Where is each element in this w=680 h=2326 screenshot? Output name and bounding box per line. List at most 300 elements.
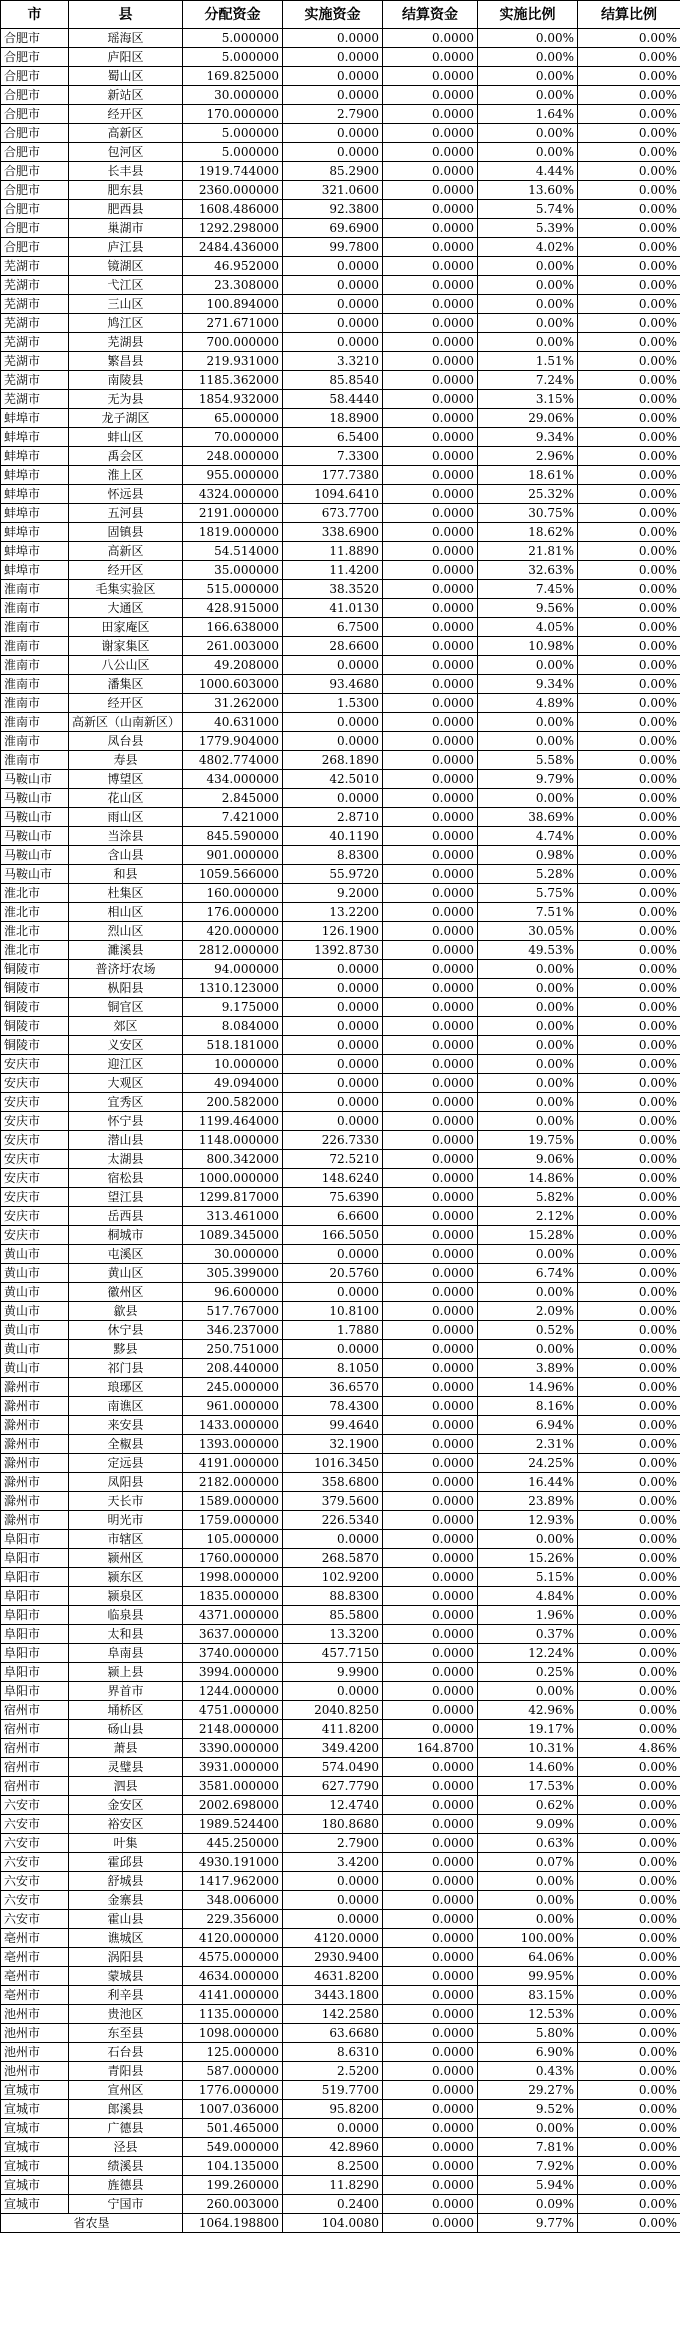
cell-settled: 0.0000 (383, 1758, 478, 1777)
cell-allocated: 30.000000 (183, 86, 283, 105)
cell-implemented: 42.8960 (283, 2138, 383, 2157)
cell-county: 涡阳县 (69, 1948, 183, 1967)
cell-impl-ratio: 7.92% (478, 2157, 578, 2176)
cell-city: 阜阳市 (1, 1625, 69, 1644)
cell-city: 阜阳市 (1, 1530, 69, 1549)
cell-settled: 0.0000 (383, 1929, 478, 1948)
cell-implemented: 0.0000 (283, 257, 383, 276)
cell-county: 谢家集区 (69, 637, 183, 656)
cell-allocated: 245.000000 (183, 1378, 283, 1397)
cell-impl-ratio: 0.00% (478, 67, 578, 86)
table-body (1, 29, 680, 2233)
cell-allocated: 1007.036000 (183, 2100, 283, 2119)
table-row (1, 694, 680, 713)
cell-settle-ratio: 0.00% (578, 523, 680, 542)
cell-city: 铜陵市 (1, 1036, 69, 1055)
cell-impl-ratio: 24.25% (478, 1454, 578, 1473)
cell-settled: 0.0000 (383, 485, 478, 504)
table-row (1, 371, 680, 390)
cell-county: 雨山区 (69, 808, 183, 827)
cell-settle-ratio: 0.00% (578, 1682, 680, 1701)
cell-settle-ratio: 0.00% (578, 2005, 680, 2024)
cell-allocated: 1089.345000 (183, 1226, 283, 1245)
cell-implemented: 2.7900 (283, 1834, 383, 1853)
cell-city: 池州市 (1, 2043, 69, 2062)
cell-settle-ratio: 0.00% (578, 1492, 680, 1511)
cell-allocated: 1199.464000 (183, 1112, 283, 1131)
cell-implemented: 0.0000 (283, 656, 383, 675)
cell-settle-ratio: 0.00% (578, 485, 680, 504)
table-row (1, 827, 680, 846)
cell-settled: 0.0000 (383, 1568, 478, 1587)
cell-impl-ratio: 0.00% (478, 1055, 578, 1074)
cell-settled: 0.0000 (383, 675, 478, 694)
cell-impl-ratio: 5.75% (478, 884, 578, 903)
cell-allocated: 4371.000000 (183, 1606, 283, 1625)
cell-implemented: 88.8300 (283, 1587, 383, 1606)
cell-settle-ratio: 0.00% (578, 1910, 680, 1929)
cell-impl-ratio: 0.00% (478, 124, 578, 143)
cell-implemented: 55.9720 (283, 865, 383, 884)
table-row (1, 998, 680, 1017)
cell-implemented: 3.4200 (283, 1853, 383, 1872)
cell-settle-ratio: 0.00% (578, 1777, 680, 1796)
table-row (1, 618, 680, 637)
cell-settled: 0.0000 (383, 333, 478, 352)
cell-impl-ratio: 0.00% (478, 998, 578, 1017)
cell-implemented: 28.6600 (283, 637, 383, 656)
cell-settle-ratio: 0.00% (578, 1568, 680, 1587)
cell-impl-ratio: 14.86% (478, 1169, 578, 1188)
cell-city: 淮北市 (1, 884, 69, 903)
cell-impl-ratio: 9.34% (478, 428, 578, 447)
cell-city: 蚌埠市 (1, 428, 69, 447)
cell-impl-ratio: 42.96% (478, 1701, 578, 1720)
cell-city: 滁州市 (1, 1397, 69, 1416)
cell-impl-ratio: 100.00% (478, 1929, 578, 1948)
cell-implemented: 321.0600 (283, 181, 383, 200)
cell-allocated: 2182.000000 (183, 1473, 283, 1492)
cell-city: 滁州市 (1, 1416, 69, 1435)
cell-county: 黄山区 (69, 1264, 183, 1283)
cell-settled: 0.0000 (383, 276, 478, 295)
cell-impl-ratio: 0.00% (478, 979, 578, 998)
cell-county: 固镇县 (69, 523, 183, 542)
cell-settled: 0.0000 (383, 1378, 478, 1397)
cell-settled: 0.0000 (383, 960, 478, 979)
table-row (1, 2138, 680, 2157)
cell-allocated: 104.135000 (183, 2157, 283, 2176)
cell-settle-ratio: 0.00% (578, 561, 680, 580)
cell-impl-ratio: 15.26% (478, 1549, 578, 1568)
cell-impl-ratio: 0.00% (478, 314, 578, 333)
table-row (1, 732, 680, 751)
cell-impl-ratio: 2.31% (478, 1435, 578, 1454)
cell-settled: 0.0000 (383, 2157, 478, 2176)
cell-settle-ratio: 0.00% (578, 2119, 680, 2138)
cell-county: 阜南县 (69, 1644, 183, 1663)
cell-city: 滁州市 (1, 1378, 69, 1397)
cell-impl-ratio: 0.00% (478, 1682, 578, 1701)
cell-settled: 0.0000 (383, 865, 478, 884)
cell-settled: 0.0000 (383, 751, 478, 770)
cell-city: 铜陵市 (1, 1017, 69, 1036)
cell-allocated: 348.006000 (183, 1891, 283, 1910)
cell-impl-ratio: 0.00% (478, 333, 578, 352)
table-row (1, 941, 680, 960)
cell-settle-ratio: 0.00% (578, 1131, 680, 1150)
cell-impl-ratio: 2.12% (478, 1207, 578, 1226)
cell-settled: 0.0000 (383, 1910, 478, 1929)
header-allocated-funds: 分配资金 (183, 1, 283, 29)
cell-settled: 0.0000 (383, 656, 478, 675)
cell-city: 亳州市 (1, 1948, 69, 1967)
cell-impl-ratio: 8.16% (478, 1397, 578, 1416)
cell-allocated: 65.000000 (183, 409, 283, 428)
cell-allocated: 200.582000 (183, 1093, 283, 1112)
cell-settled: 0.0000 (383, 979, 478, 998)
table-row (1, 979, 680, 998)
cell-impl-ratio: 18.62% (478, 523, 578, 542)
cell-impl-ratio: 0.00% (478, 86, 578, 105)
cell-allocated: 250.751000 (183, 1340, 283, 1359)
cell-allocated: 1310.123000 (183, 979, 283, 998)
cell-settle-ratio: 0.00% (578, 1891, 680, 1910)
cell-allocated: 9.175000 (183, 998, 283, 1017)
cell-settled: 0.0000 (383, 1264, 478, 1283)
cell-implemented: 41.0130 (283, 599, 383, 618)
cell-allocated: 271.671000 (183, 314, 283, 333)
cell-impl-ratio: 29.06% (478, 409, 578, 428)
cell-settled: 0.0000 (383, 1948, 478, 1967)
cell-city: 蚌埠市 (1, 485, 69, 504)
cell-impl-ratio: 5.82% (478, 1188, 578, 1207)
table-row (1, 523, 680, 542)
cell-city: 黄山市 (1, 1321, 69, 1340)
cell-implemented: 102.9200 (283, 1568, 383, 1587)
cell-implemented: 519.7700 (283, 2081, 383, 2100)
cell-implemented: 0.0000 (283, 713, 383, 732)
cell-county: 怀远县 (69, 485, 183, 504)
table-row (1, 1910, 680, 1929)
cell-allocated: 1589.000000 (183, 1492, 283, 1511)
cell-implemented: 1094.6410 (283, 485, 383, 504)
cell-settle-ratio: 0.00% (578, 884, 680, 903)
cell-settled: 0.0000 (383, 2024, 478, 2043)
cell-impl-ratio: 0.00% (478, 2119, 578, 2138)
cell-county: 黟县 (69, 1340, 183, 1359)
cell-implemented: 0.0000 (283, 314, 383, 333)
cell-implemented: 0.0000 (283, 29, 383, 48)
table-row (1, 276, 680, 295)
cell-impl-ratio: 0.52% (478, 1321, 578, 1340)
cell-settled: 0.0000 (383, 694, 478, 713)
cell-county: 琅琊区 (69, 1378, 183, 1397)
cell-allocated: 49.208000 (183, 656, 283, 675)
cell-allocated: 1433.000000 (183, 1416, 283, 1435)
cell-city: 蚌埠市 (1, 447, 69, 466)
cell-settle-ratio: 0.00% (578, 257, 680, 276)
cell-settle-ratio: 0.00% (578, 1302, 680, 1321)
cell-allocated: 105.000000 (183, 1530, 283, 1549)
cell-settle-ratio: 0.00% (578, 2062, 680, 2081)
cell-allocated: 1417.962000 (183, 1872, 283, 1891)
cell-county: 灵璧县 (69, 1758, 183, 1777)
cell-allocated: 420.000000 (183, 922, 283, 941)
cell-settle-ratio: 0.00% (578, 827, 680, 846)
cell-implemented: 6.6600 (283, 1207, 383, 1226)
table-row (1, 143, 680, 162)
table-row (1, 1644, 680, 1663)
cell-impl-ratio: 10.31% (478, 1739, 578, 1758)
header-row (1, 1, 680, 29)
cell-implemented: 226.5340 (283, 1511, 383, 1530)
cell-city: 马鞍山市 (1, 770, 69, 789)
cell-settled: 0.0000 (383, 143, 478, 162)
cell-allocated: 845.590000 (183, 827, 283, 846)
cell-implemented: 0.0000 (283, 732, 383, 751)
cell-allocated: 160.000000 (183, 884, 283, 903)
cell-city: 阜阳市 (1, 1549, 69, 1568)
cell-allocated: 445.250000 (183, 1834, 283, 1853)
cell-county: 南陵县 (69, 371, 183, 390)
cell-implemented: 99.7800 (283, 238, 383, 257)
cell-city: 黄山市 (1, 1245, 69, 1264)
cell-implemented: 226.7330 (283, 1131, 383, 1150)
table-row (1, 2062, 680, 2081)
cell-implemented: 268.1890 (283, 751, 383, 770)
cell-settle-ratio: 0.00% (578, 1283, 680, 1302)
cell-settle-ratio: 4.86% (578, 1739, 680, 1758)
table-row (1, 1416, 680, 1435)
cell-county: 金寨县 (69, 1891, 183, 1910)
cell-settled: 0.0000 (383, 314, 478, 333)
cell-settled: 0.0000 (383, 998, 478, 1017)
cell-implemented: 6.5400 (283, 428, 383, 447)
table-row (1, 1359, 680, 1378)
cell-city: 宿州市 (1, 1739, 69, 1758)
cell-county: 怀宁县 (69, 1112, 183, 1131)
cell-city: 芜湖市 (1, 295, 69, 314)
cell-implemented: 2930.9400 (283, 1948, 383, 1967)
cell-implemented: 148.6240 (283, 1169, 383, 1188)
cell-settled: 0.0000 (383, 1815, 478, 1834)
cell-impl-ratio: 29.27% (478, 2081, 578, 2100)
cell-settled: 0.0000 (383, 181, 478, 200)
table-row (1, 1112, 680, 1131)
cell-impl-ratio: 0.00% (478, 1891, 578, 1910)
cell-settled: 0.0000 (383, 2195, 478, 2214)
cell-implemented: 72.5210 (283, 1150, 383, 1169)
cell-county: 石台县 (69, 2043, 183, 2062)
cell-settle-ratio: 0.00% (578, 447, 680, 466)
cell-settle-ratio: 0.00% (578, 1872, 680, 1891)
cell-county: 宜秀区 (69, 1093, 183, 1112)
cell-implemented: 0.0000 (283, 1245, 383, 1264)
cell-allocated: 518.181000 (183, 1036, 283, 1055)
cell-allocated: 100.894000 (183, 295, 283, 314)
table-row (1, 390, 680, 409)
table-row (1, 865, 680, 884)
cell-county: 弋江区 (69, 276, 183, 295)
cell-implemented: 0.0000 (283, 1055, 383, 1074)
cell-impl-ratio: 0.00% (478, 1872, 578, 1891)
cell-county: 临泉县 (69, 1606, 183, 1625)
cell-settled: 0.0000 (383, 1872, 478, 1891)
cell-city: 蚌埠市 (1, 561, 69, 580)
cell-implemented: 9.9900 (283, 1663, 383, 1682)
cell-settle-ratio: 0.00% (578, 846, 680, 865)
cell-county: 迎江区 (69, 1055, 183, 1074)
cell-allocated: 955.000000 (183, 466, 283, 485)
cell-implemented: 0.0000 (283, 960, 383, 979)
cell-city: 芜湖市 (1, 276, 69, 295)
cell-implemented: 18.8900 (283, 409, 383, 428)
cell-allocated: 313.461000 (183, 1207, 283, 1226)
cell-impl-ratio: 0.00% (478, 1245, 578, 1264)
cell-settle-ratio: 0.00% (578, 1606, 680, 1625)
cell-implemented: 85.2900 (283, 162, 383, 181)
cell-allocated: 229.356000 (183, 1910, 283, 1929)
cell-implemented: 99.4640 (283, 1416, 383, 1435)
cell-implemented: 58.4440 (283, 390, 383, 409)
cell-impl-ratio: 12.24% (478, 1644, 578, 1663)
cell-implemented: 92.3800 (283, 200, 383, 219)
cell-city: 淮南市 (1, 675, 69, 694)
table-row (1, 1321, 680, 1340)
cell-settled: 0.0000 (383, 2176, 478, 2195)
cell-settle-ratio: 0.00% (578, 1188, 680, 1207)
cell-city: 合肥市 (1, 124, 69, 143)
cell-settle-ratio: 0.00% (578, 542, 680, 561)
cell-city: 淮北市 (1, 922, 69, 941)
cell-impl-ratio: 6.94% (478, 1416, 578, 1435)
cell-settled: 0.0000 (383, 770, 478, 789)
cell-county: 叶集 (69, 1834, 183, 1853)
cell-implemented: 457.7150 (283, 1644, 383, 1663)
cell-settled: 0.0000 (383, 466, 478, 485)
cell-implemented: 2.8710 (283, 808, 383, 827)
cell-settled: 0.0000 (383, 1454, 478, 1473)
cell-impl-ratio: 14.96% (478, 1378, 578, 1397)
cell-settled: 0.0000 (383, 1986, 478, 2005)
cell-settle-ratio: 0.00% (578, 1435, 680, 1454)
cell-allocated: 2360.000000 (183, 181, 283, 200)
table-row (1, 1568, 680, 1587)
cell-county: 高新区 (69, 124, 183, 143)
cell-city: 安庆市 (1, 1093, 69, 1112)
cell-allocated: 4120.000000 (183, 1929, 283, 1948)
cell-settled: 0.0000 (383, 618, 478, 637)
cell-implemented: 0.0000 (283, 1530, 383, 1549)
cell-city: 池州市 (1, 2062, 69, 2081)
table-row (1, 2119, 680, 2138)
cell-impl-ratio: 0.63% (478, 1834, 578, 1853)
cell-settled: 0.0000 (383, 390, 478, 409)
cell-implemented: 0.0000 (283, 67, 383, 86)
cell-settle-ratio: 0.00% (578, 2024, 680, 2043)
cell-implemented: 574.0490 (283, 1758, 383, 1777)
cell-implemented: 0.0000 (283, 1910, 383, 1929)
cell-settled: 0.0000 (383, 2138, 478, 2157)
table-row (1, 48, 680, 67)
cell-settled: 0.0000 (383, 789, 478, 808)
table-row (1, 1245, 680, 1264)
cell-impl-ratio: 5.74% (478, 200, 578, 219)
cell-county: 郊区 (69, 1017, 183, 1036)
cell-settle-ratio: 0.00% (578, 2138, 680, 2157)
cell-allocated: 1135.000000 (183, 2005, 283, 2024)
table-row (1, 1758, 680, 1777)
cell-city: 蚌埠市 (1, 523, 69, 542)
cell-allocated: 1299.817000 (183, 1188, 283, 1207)
cell-allocated: 3581.000000 (183, 1777, 283, 1796)
cell-allocated: 5.000000 (183, 124, 283, 143)
cell-county: 烈山区 (69, 922, 183, 941)
table-row (1, 1663, 680, 1682)
cell-settle-ratio: 0.00% (578, 1663, 680, 1682)
table-row (1, 2157, 680, 2176)
cell-settled: 0.0000 (383, 409, 478, 428)
cell-county: 颍东区 (69, 1568, 183, 1587)
table-row (1, 808, 680, 827)
table-row (1, 1055, 680, 1074)
cell-county: 潘集区 (69, 675, 183, 694)
table-row (1, 1834, 680, 1853)
cell-settle-ratio: 0.00% (578, 1169, 680, 1188)
cell-impl-ratio: 13.60% (478, 181, 578, 200)
cell-settle-ratio: 0.00% (578, 2081, 680, 2100)
cell-settle-ratio: 0.00% (578, 1530, 680, 1549)
cell-allocated: 125.000000 (183, 2043, 283, 2062)
cell-implemented: 0.0000 (283, 998, 383, 1017)
cell-implemented: 12.4740 (283, 1796, 383, 1815)
cell-city: 淮南市 (1, 694, 69, 713)
cell-implemented: 0.0000 (283, 979, 383, 998)
cell-city: 淮南市 (1, 618, 69, 637)
cell-allocated: 8.084000 (183, 1017, 283, 1036)
cell-county: 休宁县 (69, 1321, 183, 1340)
cell-settle-ratio: 0.00% (578, 1967, 680, 1986)
cell-settled: 0.0000 (383, 1606, 478, 1625)
cell-impl-ratio: 9.34% (478, 675, 578, 694)
cell-settled: 0.0000 (383, 1359, 478, 1378)
cell-impl-ratio: 99.95% (478, 1967, 578, 1986)
cell-county: 淮上区 (69, 466, 183, 485)
cell-county: 望江县 (69, 1188, 183, 1207)
total-settle-ratio: 0.00% (578, 2214, 680, 2233)
table-row (1, 1093, 680, 1112)
cell-settle-ratio: 0.00% (578, 1834, 680, 1853)
cell-allocated: 260.003000 (183, 2195, 283, 2214)
cell-allocated: 1760.000000 (183, 1549, 283, 1568)
cell-city: 安庆市 (1, 1074, 69, 1093)
cell-impl-ratio: 2.96% (478, 447, 578, 466)
cell-impl-ratio: 0.00% (478, 960, 578, 979)
table-row (1, 1511, 680, 1530)
table-row (1, 960, 680, 979)
cell-settled: 0.0000 (383, 1834, 478, 1853)
cell-allocated: 46.952000 (183, 257, 283, 276)
cell-city: 马鞍山市 (1, 827, 69, 846)
cell-settle-ratio: 0.00% (578, 618, 680, 637)
cell-implemented: 20.5760 (283, 1264, 383, 1283)
cell-allocated: 4191.000000 (183, 1454, 283, 1473)
cell-implemented: 8.6310 (283, 2043, 383, 2062)
cell-city: 合肥市 (1, 162, 69, 181)
cell-county: 南谯区 (69, 1397, 183, 1416)
cell-impl-ratio: 16.44% (478, 1473, 578, 1492)
